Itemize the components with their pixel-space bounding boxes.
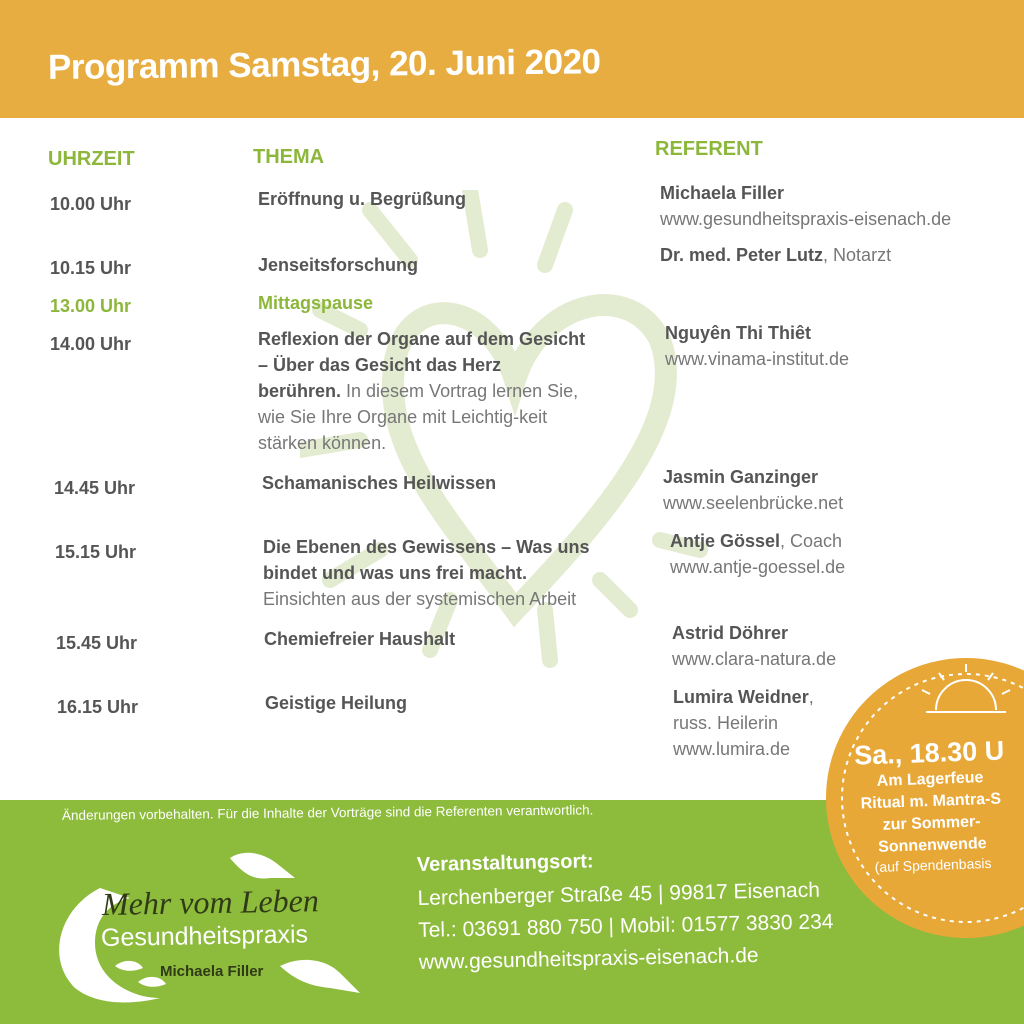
row-time: 15.45 Uhr — [56, 633, 138, 653]
topic-title: Die Ebenen des Gewissens – Was uns bindet und was uns frei macht. — [263, 537, 590, 583]
speaker-name: Dr. med. Peter Lutz — [660, 245, 824, 265]
row-topic — [258, 186, 618, 212]
row-time: 13.00 Uhr — [50, 296, 132, 316]
badge-line: Ritual m. Mantra-S — [860, 790, 1002, 813]
speaker-role: , Notarzt — [823, 245, 892, 265]
speaker-website: www.seelenbrücke.net — [663, 493, 844, 513]
row-time: 10.00 Uhr — [50, 194, 132, 214]
topic-description: Einsichten aus der systemischen Arbeit — [263, 589, 577, 609]
column-header-time: UHRZEIT — [48, 148, 135, 170]
badge-text — [824, 734, 1024, 876]
topic-title: Chemiefreier Haushalt — [264, 629, 456, 649]
venue-address: Lerchenberger Straße 45 | 99817 Eisenach — [417, 878, 821, 911]
topic-title: Geistige Heilung — [265, 693, 408, 713]
speaker-website: www.gesundheitspraxis-eisenach.de — [660, 209, 952, 229]
speaker-role: , Coach — [780, 531, 843, 551]
logo-subtitle: Gesundheitspraxis — [100, 920, 309, 952]
speaker-website: www.lumira.de — [673, 739, 791, 759]
speaker-name: Michaela Filler — [660, 183, 785, 203]
column-header-topic: THEMA — [253, 146, 325, 168]
venue-phone: Tel.: 03691 880 750 | Mobil: 01577 3830 234 — [418, 910, 834, 942]
disclaimer-text: Änderungen vorbehalten. Für die Inhalte der Vorträge sind die Referenten verantwortlich. — [61, 802, 594, 823]
speaker-name: Nguyên Thi Thiêt — [665, 323, 811, 343]
row-speaker — [663, 464, 1003, 516]
row-topic — [258, 326, 588, 456]
venue-block — [417, 845, 835, 983]
page-title: Programm Samstag, 20. Juni 2020 — [47, 42, 601, 87]
topic-title: Eröffnung u. Begrüßung — [258, 189, 466, 209]
row-speaker — [670, 528, 1010, 580]
speaker-name: Jasmin Ganzinger — [663, 467, 819, 487]
speaker-note: russ. Heilerin — [673, 713, 779, 733]
row-time: 14.45 Uhr — [54, 478, 136, 498]
badge-note: (auf Spendenbasis — [874, 854, 992, 875]
row-topic — [262, 470, 622, 496]
speaker-name: Astrid Döhrer — [672, 623, 789, 643]
speaker-name: Lumira Weidner — [673, 687, 809, 707]
row-speaker — [665, 320, 1005, 372]
row-time: 10.15 Uhr — [50, 258, 132, 278]
row-time: 15.15 Uhr — [55, 542, 137, 562]
topic-title: Mittagspause — [258, 293, 374, 313]
row-topic — [258, 290, 618, 316]
row-time: 16.15 Uhr — [57, 697, 139, 717]
badge-line: zur Sommer- — [882, 813, 981, 834]
column-header-speaker: REFERENT — [655, 138, 763, 160]
badge-line: Sonnenwende — [877, 835, 987, 856]
logo-owner: Michaela Filler — [160, 963, 264, 980]
speaker-website: www.vinama-institut.de — [665, 349, 850, 369]
row-speaker — [660, 180, 1000, 232]
row-topic — [263, 534, 608, 612]
row-time: 14.00 Uhr — [50, 334, 132, 354]
speaker-website: www.clara-natura.de — [672, 649, 837, 669]
row-topic — [258, 252, 618, 278]
badge-line: Am Lagerfeue — [876, 769, 984, 790]
badge-time: Sa., 18.30 U — [853, 735, 1005, 771]
topic-title: Reflexion der Organe auf dem Gesicht – Über das Gesicht das Herz berühren. — [258, 329, 586, 401]
row-speaker — [660, 242, 1000, 268]
venue-title: Veranstaltungsort: — [416, 850, 594, 877]
header-bar — [0, 0, 1024, 118]
speaker-website: www.antje-goessel.de — [670, 557, 846, 577]
topic-title: Schamanisches Heilwissen — [262, 473, 497, 493]
speaker-role: , — [808, 687, 814, 707]
topic-description: In diesem Vortrag lernen Sie, wie Sie Ihre Organe mit Leichtig-keit stärken können. — [258, 381, 579, 453]
row-topic — [265, 690, 625, 716]
row-topic — [264, 626, 624, 652]
venue-website: www.gesundheitspraxis-eisenach.de — [418, 943, 759, 974]
logo-title: Mehr vom Leben — [101, 882, 320, 922]
speaker-name: Antje Gössel — [670, 531, 781, 551]
topic-title: Jenseitsforschung — [258, 255, 419, 275]
